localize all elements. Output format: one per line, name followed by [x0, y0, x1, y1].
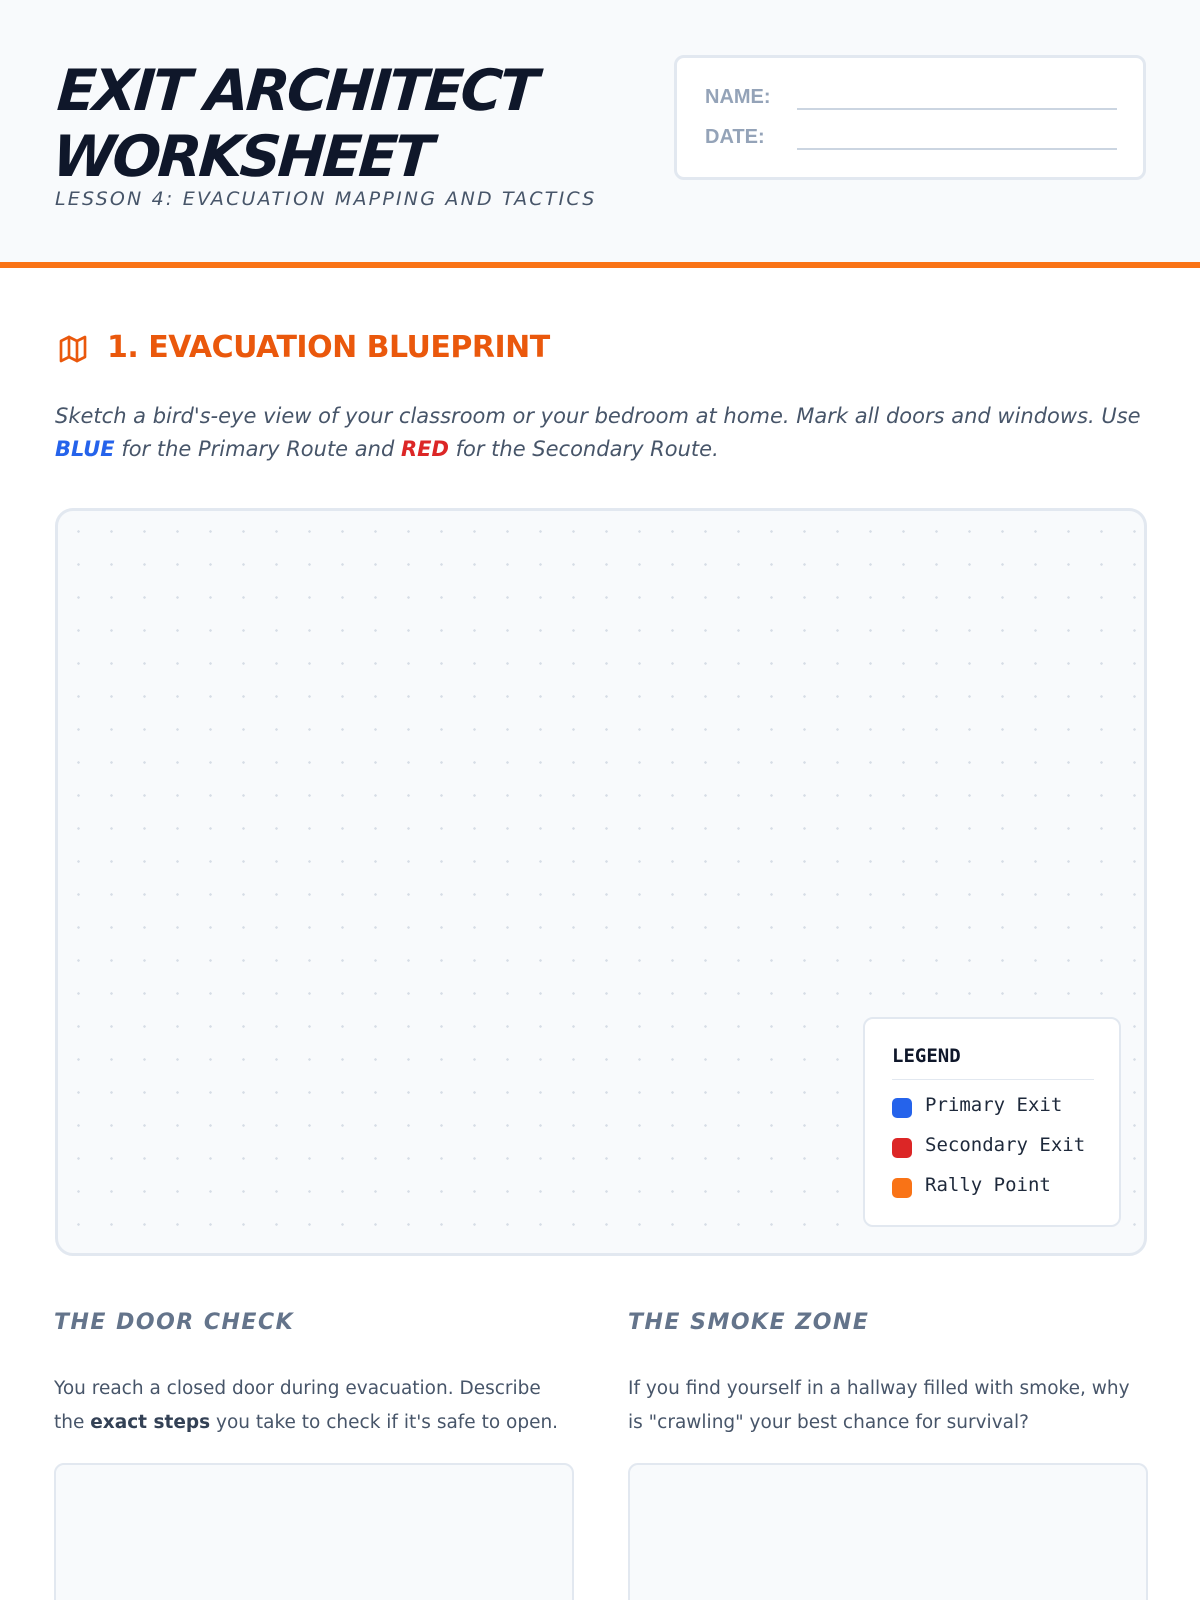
instruction-text-1: Sketch a bird's-eye view of your classroom or your bedroom at home. Mark all doors and windows. Use — [55, 404, 1141, 428]
date-label: DATE: — [705, 126, 765, 148]
door-check-prompt — [54, 1372, 574, 1440]
legend-box — [863, 1017, 1121, 1227]
smoke-zone-question — [628, 1310, 1148, 1440]
name-row — [705, 86, 1125, 116]
date-field[interactable] — [797, 148, 1117, 150]
blueprint-instructions — [55, 400, 1155, 466]
door-check-text-2: you take to check if it's safe to open. — [210, 1412, 559, 1433]
smoke-zone-prompt: If you find yourself in a hallway filled with smoke, why is "crawling" your best chance for survival? — [628, 1378, 1130, 1433]
blueprint-drawing-area[interactable] — [55, 508, 1147, 1256]
legend-item-secondary-exit — [892, 1134, 1112, 1160]
legend-label: Rally Point — [925, 1174, 1051, 1196]
worksheet-title — [50, 58, 659, 190]
door-check-text-1: You reach a closed door during evacuation. Describe the — [54, 1378, 541, 1433]
legend-title: LEGEND — [892, 1045, 961, 1067]
map-icon — [55, 333, 91, 365]
legend-item-primary-exit — [892, 1094, 1112, 1120]
legend-label: Primary Exit — [925, 1094, 1063, 1116]
section-1-title: 1. EVACUATION BLUEPRINT — [107, 330, 550, 365]
title-line-1: EXIT ARCHITECT — [55, 58, 538, 124]
title-line-2: WORKSHEET — [50, 124, 433, 190]
legend-item-rally-point — [892, 1174, 1112, 1200]
door-check-emphasis: exact steps — [90, 1412, 211, 1433]
door-check-answer-box[interactable] — [54, 1463, 574, 1600]
blue-keyword: BLUE — [55, 437, 115, 461]
rally-point-swatch — [892, 1178, 912, 1198]
name-field[interactable] — [797, 108, 1117, 110]
secondary-exit-swatch — [892, 1138, 912, 1158]
worksheet-header — [0, 0, 1200, 268]
legend-divider — [892, 1079, 1094, 1080]
red-keyword: RED — [400, 437, 449, 461]
name-label: NAME: — [705, 86, 771, 108]
instruction-text-2: for the Primary Route and — [114, 437, 401, 461]
smoke-zone-title: THE SMOKE ZONE — [628, 1310, 870, 1335]
student-info-box — [674, 55, 1146, 180]
primary-exit-swatch — [892, 1098, 912, 1118]
legend-label: Secondary Exit — [925, 1134, 1086, 1156]
door-check-question — [54, 1310, 574, 1440]
door-check-title: THE DOOR CHECK — [54, 1310, 295, 1335]
lesson-subtitle: LESSON 4: EVACUATION MAPPING AND TACTICS — [55, 188, 597, 210]
date-row — [705, 126, 1125, 156]
smoke-zone-answer-box[interactable] — [628, 1463, 1148, 1600]
instruction-text-3: for the Secondary Route. — [448, 437, 719, 461]
section-1-heading — [55, 330, 755, 370]
